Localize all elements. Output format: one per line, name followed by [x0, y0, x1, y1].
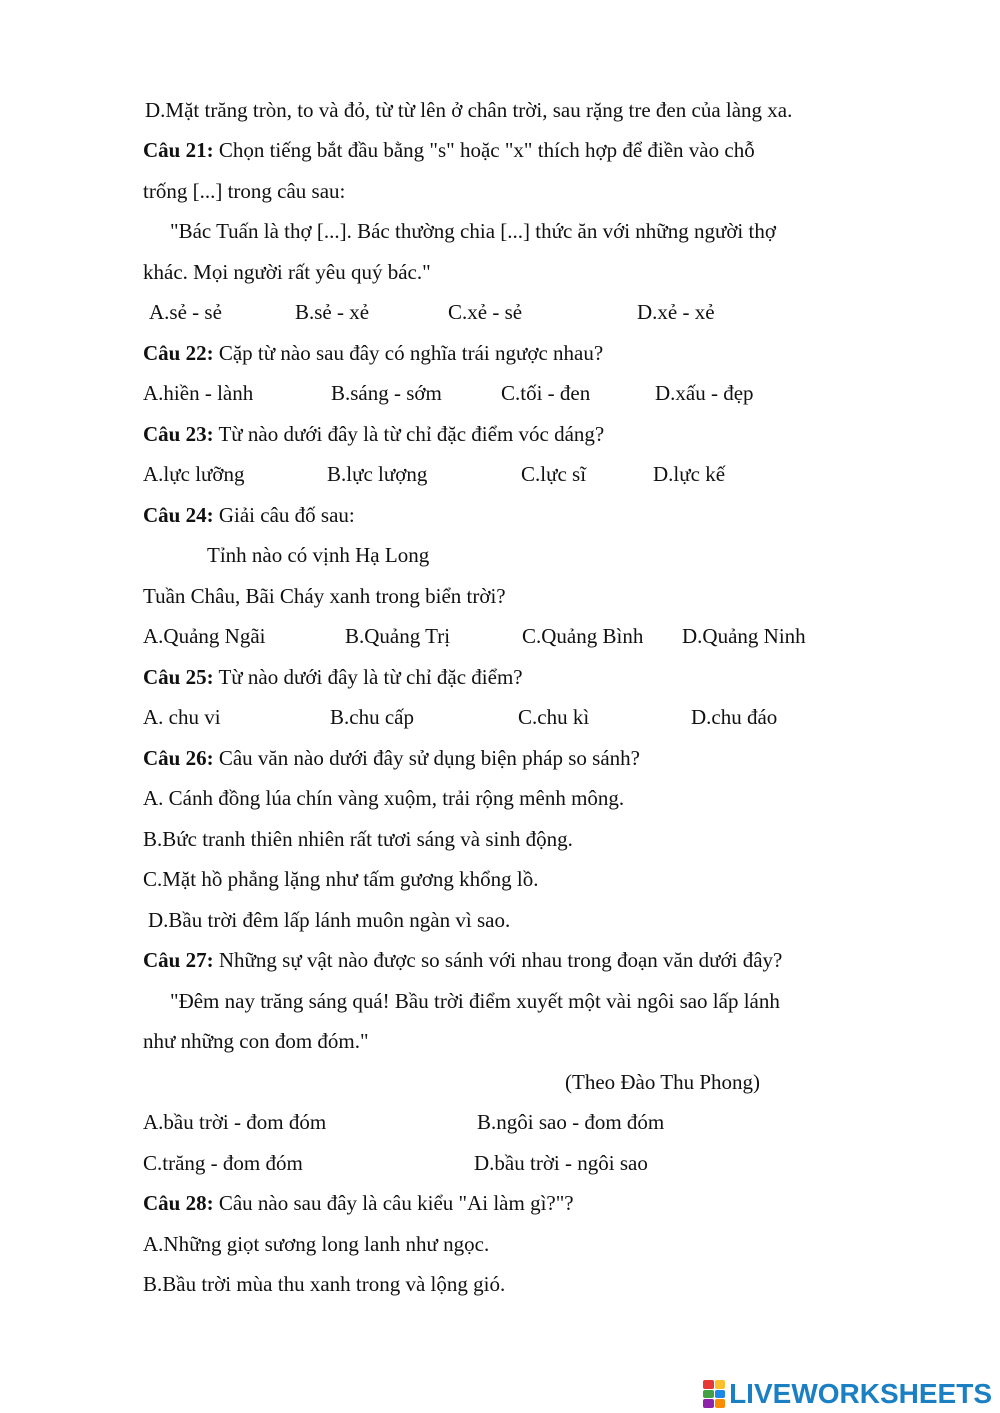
q27-option-c[interactable]: C.trăng - đom đóm	[143, 1151, 303, 1175]
q26-option-c[interactable]: C.Mặt hồ phẳng lặng như tấm gương khổng lồ.	[143, 867, 539, 891]
question-label: Câu 28:	[143, 1191, 214, 1215]
q25-option-b[interactable]: B.chu cấp	[330, 705, 414, 729]
q28-option-b[interactable]: B.Bầu trời mùa thu xanh trong và lộng gió.	[143, 1272, 506, 1296]
q22-option-b[interactable]: B.sáng - sớm	[331, 381, 442, 405]
question-27-quote-line1: "Đêm nay trăng sáng quá! Bầu trời điểm xuyết một vài ngôi sao lấp lánh	[170, 989, 780, 1013]
question-label: Câu 23:	[143, 422, 214, 446]
logo-square	[715, 1390, 726, 1399]
liveworksheets-logo	[703, 1378, 992, 1410]
q26-option-b[interactable]: B.Bức tranh thiên nhiên rất tươi sáng và sinh động.	[143, 827, 573, 851]
question-text: Câu văn nào dưới đây sử dụng biện pháp so sánh?	[213, 746, 640, 770]
q22-option-c[interactable]: C.tối - đen	[501, 381, 591, 405]
question-21-quote-line1: "Bác Tuấn là thợ [...]. Bác thường chia [...] thức ăn với những người thợ	[170, 219, 776, 243]
q23-option-a[interactable]: A.lực lưỡng	[143, 462, 245, 486]
q21-option-a[interactable]: A.sẻ - sẻ	[149, 300, 222, 324]
q25-option-d[interactable]: D.chu đáo	[691, 705, 778, 729]
question-21-quote-line2: khác. Mọi người rất yêu quý bác."	[143, 260, 431, 284]
question-text: Cặp từ nào sau đây có nghĩa trái ngược nhau?	[213, 341, 604, 365]
question-text: Giải câu đố sau:	[213, 503, 355, 527]
logo-square	[715, 1399, 726, 1408]
logo-square	[715, 1380, 726, 1389]
q24-option-d[interactable]: D.Quảng Ninh	[682, 624, 806, 648]
q21-option-c[interactable]: C.xẻ - sẻ	[448, 300, 523, 324]
question-22	[143, 340, 603, 366]
question-21-text-cont: trống [...] trong câu sau:	[143, 179, 346, 203]
question-27-quote-line2: như những con đom đóm."	[143, 1029, 369, 1053]
question-24-riddle-line2: Tuần Châu, Bãi Cháy xanh trong biển trời?	[143, 584, 506, 608]
question-26	[143, 745, 640, 771]
question-label: Câu 22:	[143, 341, 214, 365]
q22-option-a[interactable]: A.hiền - lành	[143, 381, 254, 405]
q23-option-c[interactable]: C.lực sĩ	[521, 462, 587, 486]
q25-option-c[interactable]: C.chu kì	[518, 705, 590, 729]
logo-square	[703, 1390, 714, 1399]
question-label: Câu 25:	[143, 665, 214, 689]
logo-square	[703, 1380, 714, 1389]
q25-option-a[interactable]: A. chu vi	[143, 705, 221, 729]
q24-option-b[interactable]: B.Quảng Trị	[345, 624, 451, 648]
question-23	[143, 421, 604, 447]
q24-option-a[interactable]: A.Quảng Ngãi	[143, 624, 266, 648]
q21-option-b[interactable]: B.sẻ - xẻ	[295, 300, 370, 324]
q27-option-b[interactable]: B.ngôi sao - đom đóm	[477, 1110, 665, 1134]
question-24-riddle-line1: Tỉnh nào có vịnh Hạ Long	[207, 543, 430, 567]
liveworksheets-logo-text: LIVEWORKSHEETS	[729, 1378, 992, 1409]
q28-option-a[interactable]: A.Những giọt sương long lanh như ngọc.	[143, 1232, 490, 1256]
q23-option-d[interactable]: D.lực kế	[653, 462, 726, 486]
logo-square	[703, 1399, 714, 1408]
q27-option-a[interactable]: A.bầu trời - đom đóm	[143, 1110, 327, 1134]
question-21	[143, 137, 755, 163]
q26-option-d[interactable]: D.Bầu trời đêm lấp lánh muôn ngàn vì sao.	[148, 908, 511, 932]
q20-option-d: D.Mặt trăng tròn, to và đỏ, từ từ lên ở chân trời, sau rặng tre đen của làng xa.	[145, 98, 793, 122]
question-label: Câu 26:	[143, 746, 214, 770]
q26-option-a[interactable]: A. Cánh đồng lúa chín vàng xuộm, trải rộng mênh mông.	[143, 786, 625, 810]
question-text: Câu nào sau đây là câu kiểu "Ai làm gì?"?	[213, 1191, 574, 1215]
question-label: Câu 27:	[143, 948, 214, 972]
question-label: Câu 24:	[143, 503, 214, 527]
question-text: Từ nào dưới đây là từ chỉ đặc điểm?	[213, 665, 523, 689]
q22-option-d[interactable]: D.xấu - đẹp	[655, 381, 754, 405]
question-text: Chọn tiếng bắt đầu bằng "s" hoặc "x" thích hợp để điền vào chỗ	[213, 138, 755, 162]
liveworksheets-logo-icon	[703, 1380, 725, 1408]
question-text: Những sự vật nào được so sánh với nhau trong đoạn văn dưới đây?	[213, 948, 783, 972]
q27-option-d[interactable]: D.bầu trời - ngôi sao	[474, 1151, 648, 1175]
question-text: Từ nào dưới đây là từ chỉ đặc điểm vóc dáng?	[213, 422, 605, 446]
question-label: Câu 21:	[143, 138, 214, 162]
question-28	[143, 1190, 574, 1216]
question-27-source: (Theo Đào Thu Phong)	[565, 1070, 760, 1094]
q21-option-d[interactable]: D.xẻ - xẻ	[637, 300, 715, 324]
question-27	[143, 947, 782, 973]
question-24	[143, 502, 355, 528]
q23-option-b[interactable]: B.lực lượng	[327, 462, 428, 486]
question-25	[143, 664, 523, 690]
q24-option-c[interactable]: C.Quảng Bình	[522, 624, 644, 648]
